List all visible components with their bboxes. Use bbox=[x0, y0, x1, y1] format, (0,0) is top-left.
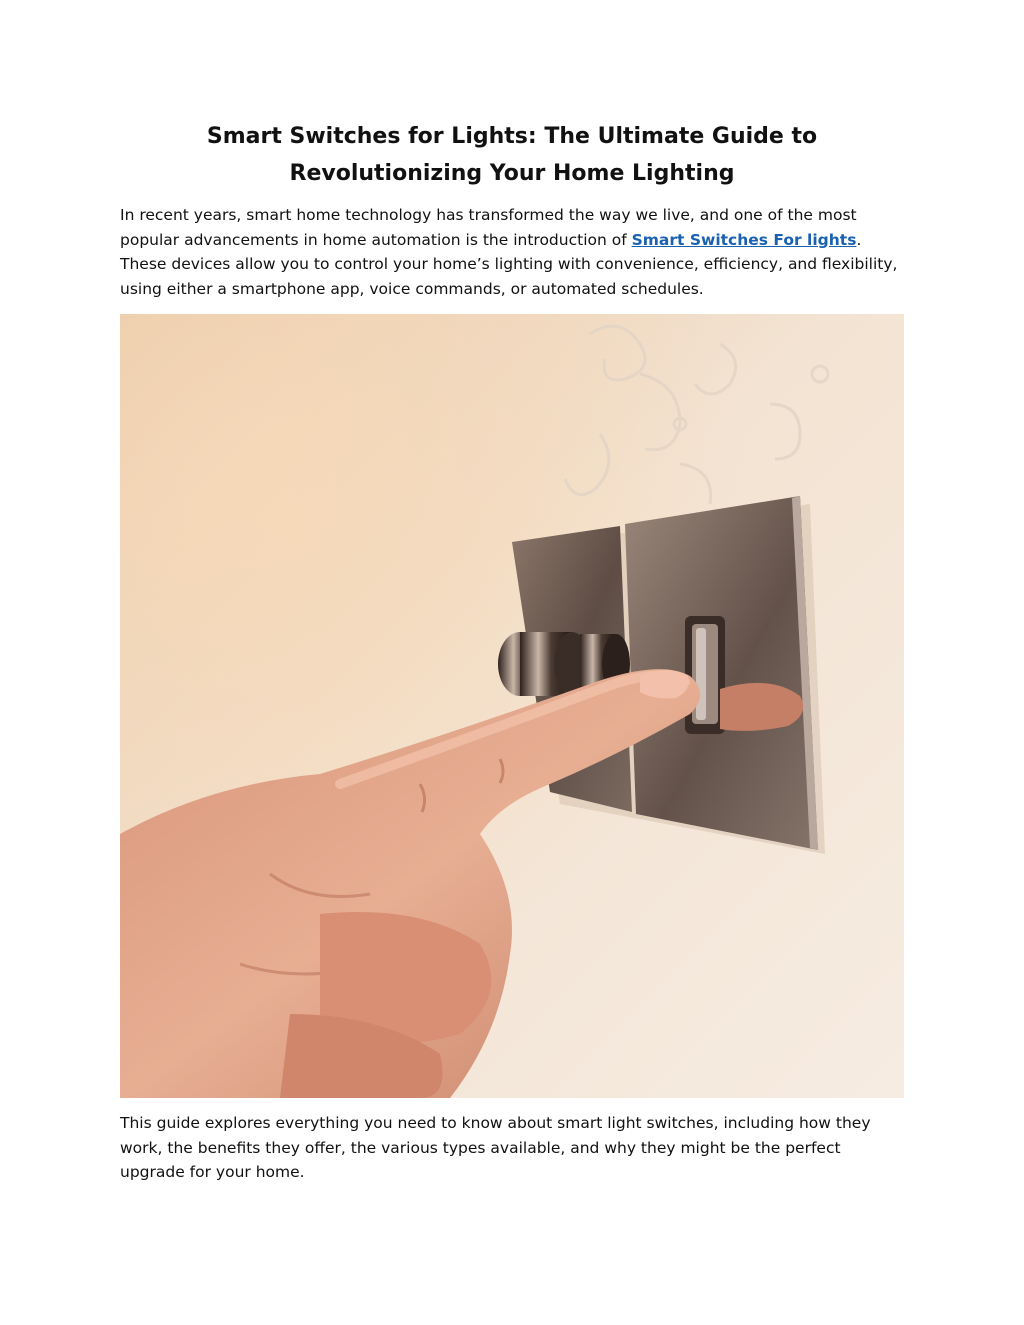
light-switch-photo bbox=[120, 314, 904, 1098]
light-switch-illustration bbox=[120, 314, 904, 1098]
intro-paragraph bbox=[120, 203, 904, 301]
outro-paragraph: This guide explores everything you need to know about smart light switches, including how they work, the benefits they offer, the various types available, and why they might be the perfect upgrade for your home. bbox=[120, 1114, 871, 1182]
article-title: Smart Switches for Lights: The Ultimate Guide to Revolutionizing Your Home Lighting bbox=[206, 124, 818, 186]
intro-text-before-link: In recent years, smart home technology has transformed the way we live, and one of the most popular advancements in home automation is the introduction of bbox=[120, 206, 857, 249]
intro-text-after-link: . These devices allow you to control your home’s lighting with convenience, efficiency, and flexibility, using either a smartphone app, voice commands, or automated schedules. bbox=[120, 230, 898, 298]
smart-switches-link[interactable]: Smart Switches For lights bbox=[631, 230, 857, 249]
